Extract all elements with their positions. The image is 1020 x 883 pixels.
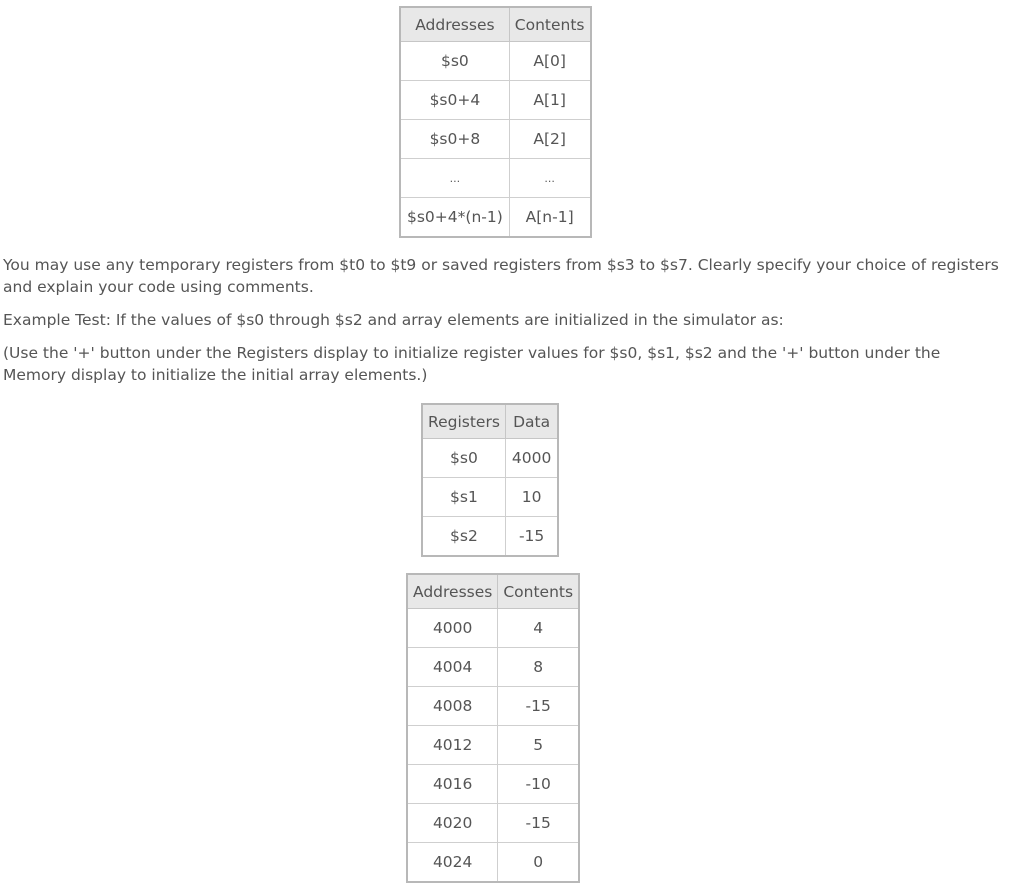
data-cell: -15 bbox=[505, 517, 558, 557]
table-row bbox=[422, 517, 558, 557]
address-cell: $s0 bbox=[400, 42, 509, 81]
registers-note: You may use any temporary registers from $t0 to $t9 or saved registers from $s3 to $s7. Clearly specify your choice of registers and explain your code using comments. bbox=[3, 256, 999, 296]
memory-table bbox=[406, 573, 580, 883]
table-row bbox=[400, 159, 591, 198]
table-header-row bbox=[407, 574, 579, 609]
init-note: (Use the '+' button under the Registers display to initialize register values for $s0, $s1, $s2 and the '+' button under the Memory display to initialize the initial array elements.) bbox=[3, 344, 941, 384]
table-row bbox=[400, 81, 591, 120]
table-row bbox=[407, 687, 579, 726]
data-cell: 10 bbox=[505, 478, 558, 517]
table-row bbox=[407, 843, 579, 883]
ellipsis-cell: ... bbox=[400, 159, 509, 198]
column-header: Data bbox=[505, 404, 558, 439]
address-cell: 4024 bbox=[407, 843, 498, 883]
register-cell: $s2 bbox=[422, 517, 505, 557]
table-row bbox=[407, 765, 579, 804]
table-header-row bbox=[400, 7, 591, 42]
table-row bbox=[407, 804, 579, 843]
table-row bbox=[422, 439, 558, 478]
content-cell: -15 bbox=[498, 804, 579, 843]
address-cell: 4020 bbox=[407, 804, 498, 843]
register-cell: $s0 bbox=[422, 439, 505, 478]
column-header: Addresses bbox=[407, 574, 498, 609]
table-row bbox=[407, 609, 579, 648]
content-cell: A[2] bbox=[509, 120, 590, 159]
address-cell: $s0+4*(n-1) bbox=[400, 198, 509, 238]
content-cell: 8 bbox=[498, 648, 579, 687]
table-row bbox=[400, 42, 591, 81]
address-cell: $s0+8 bbox=[400, 120, 509, 159]
example-test-text: Example Test: If the values of $s0 through $s2 and array elements are initialized in the simulator as: bbox=[3, 311, 784, 329]
table-row bbox=[407, 726, 579, 765]
content-cell: 4 bbox=[498, 609, 579, 648]
address-cell: 4008 bbox=[407, 687, 498, 726]
table-row bbox=[407, 648, 579, 687]
content-cell: 0 bbox=[498, 843, 579, 883]
column-header: Registers bbox=[422, 404, 505, 439]
array-layout-table bbox=[399, 6, 592, 238]
column-header: Contents bbox=[498, 574, 579, 609]
table-row bbox=[422, 478, 558, 517]
table-row bbox=[400, 198, 591, 238]
column-header: Contents bbox=[509, 7, 590, 42]
table-header-row bbox=[422, 404, 558, 439]
address-cell: 4004 bbox=[407, 648, 498, 687]
address-cell: 4000 bbox=[407, 609, 498, 648]
address-cell: 4012 bbox=[407, 726, 498, 765]
content-cell: -15 bbox=[498, 687, 579, 726]
registers-table bbox=[421, 403, 559, 557]
address-cell: $s0+4 bbox=[400, 81, 509, 120]
content-cell: A[1] bbox=[509, 81, 590, 120]
table-row bbox=[400, 120, 591, 159]
content-cell: -10 bbox=[498, 765, 579, 804]
content-cell: A[n-1] bbox=[509, 198, 590, 238]
register-cell: $s1 bbox=[422, 478, 505, 517]
ellipsis-cell: ... bbox=[509, 159, 590, 198]
content-cell: A[0] bbox=[509, 42, 590, 81]
content-cell: 5 bbox=[498, 726, 579, 765]
address-cell: 4016 bbox=[407, 765, 498, 804]
column-header: Addresses bbox=[400, 7, 509, 42]
data-cell: 4000 bbox=[505, 439, 558, 478]
